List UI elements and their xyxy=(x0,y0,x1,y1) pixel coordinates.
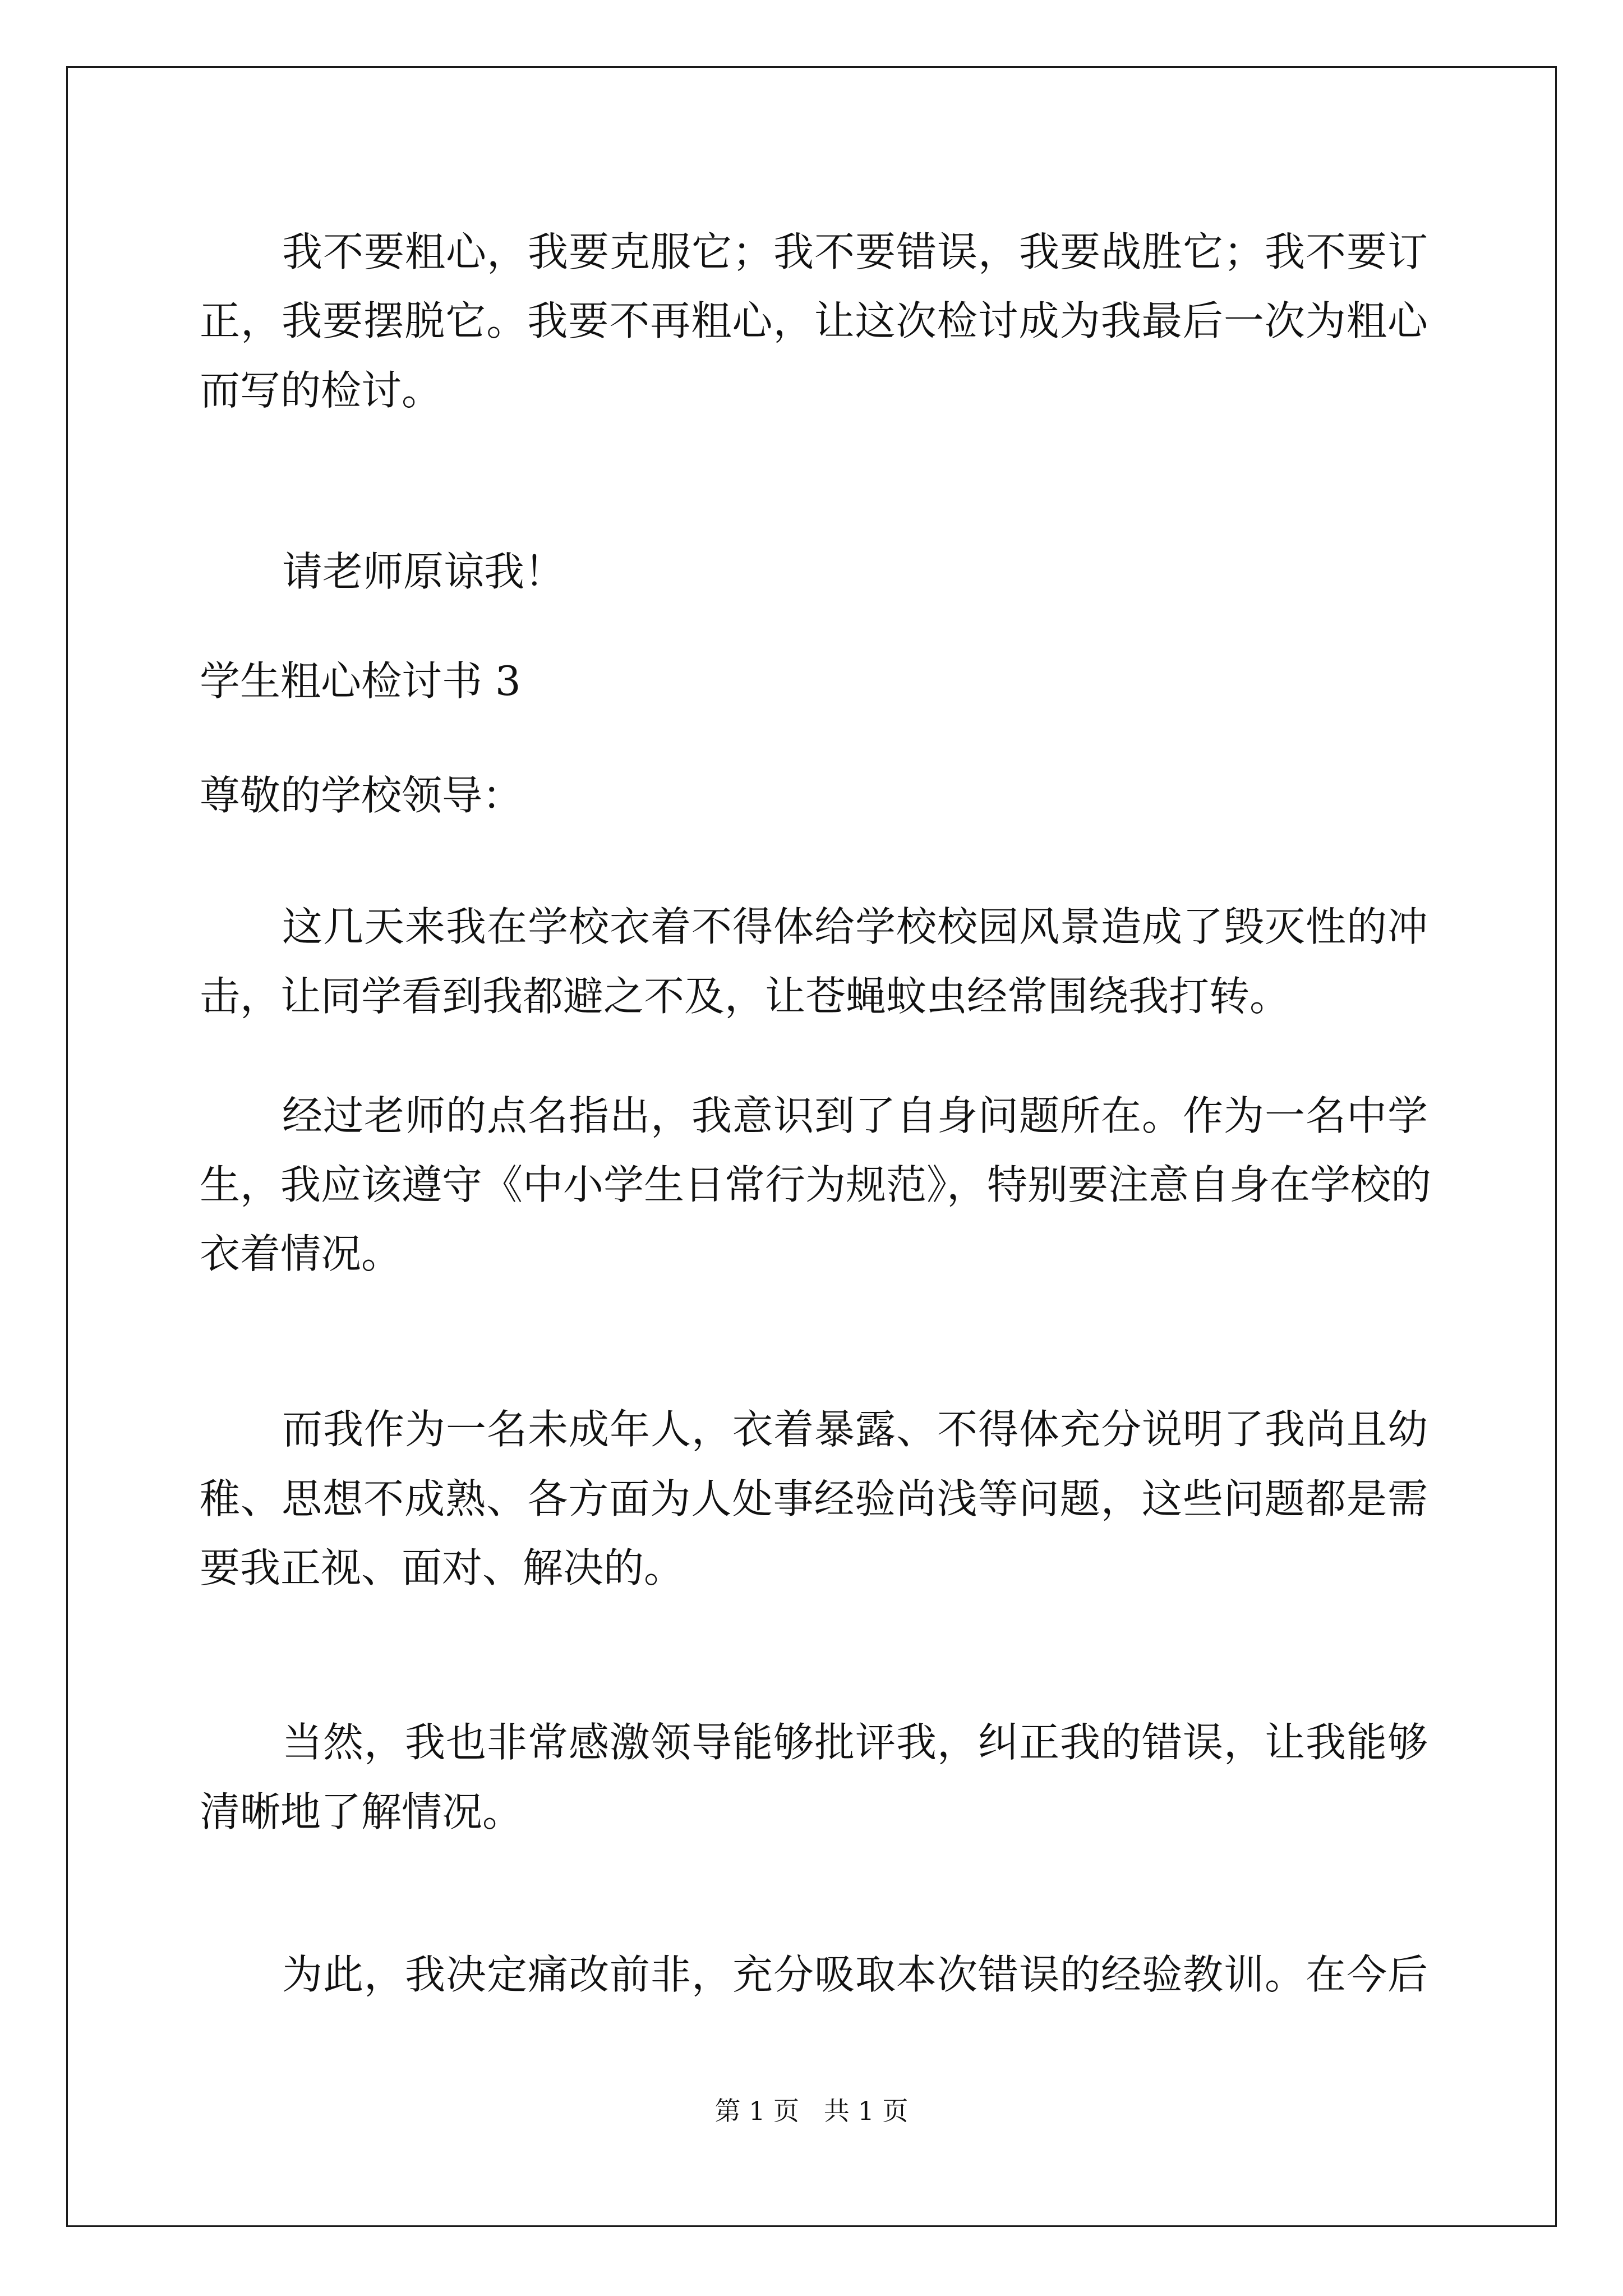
text-line: 正，我要摆脱它。我要不再粗心，让这次检讨成为我最后一次为粗心 xyxy=(200,297,1428,344)
text-line: 经过老师的点名指出，我意识到了自身问题所在。作为一名中学 xyxy=(282,1092,1428,1139)
text-line: 生，我应该遵守《中小学生日常行为规范》，特别要注意自身在学校的 xyxy=(200,1161,1432,1208)
text-line: 当然，我也非常感激领导能够批评我，纠正我的错误，让我能够 xyxy=(282,1719,1428,1766)
text-line: 请老师原谅我！ xyxy=(282,548,565,595)
text-line: 要我正视、面对、解决的。 xyxy=(200,1544,685,1591)
text-line: 而我作为一名未成年人，衣着暴露、不得体充分说明了我尚且幼 xyxy=(282,1406,1428,1453)
text-line: 衣着情况。 xyxy=(200,1230,402,1277)
text-line: 为此，我决定痛改前非，充分吸取本次错误的经验教训。在今后 xyxy=(282,1951,1428,1998)
section-heading: 学生粗心检讨书 3 xyxy=(200,657,521,705)
text-line: 这几天来我在学校衣着不得体给学校校园风景造成了毁灭性的冲 xyxy=(282,903,1428,950)
text-line: 而写的检讨。 xyxy=(200,367,442,414)
text-line: 清晰地了解情况。 xyxy=(200,1788,523,1835)
text-line: 我不要粗心，我要克服它；我不要错误，我要战胜它；我不要订 xyxy=(282,228,1428,275)
salutation: 尊敬的学校领导： xyxy=(200,772,523,819)
page-footer: 第 1 页 共 1 页 xyxy=(714,2096,909,2126)
text-line: 稚、思想不成熟、各方面为人处事经验尚浅等问题，这些问题都是需 xyxy=(200,1475,1428,1522)
text-line: 击，让同学看到我都避之不及，让苍蝇蚊虫经常围绕我打转。 xyxy=(200,973,1290,1020)
